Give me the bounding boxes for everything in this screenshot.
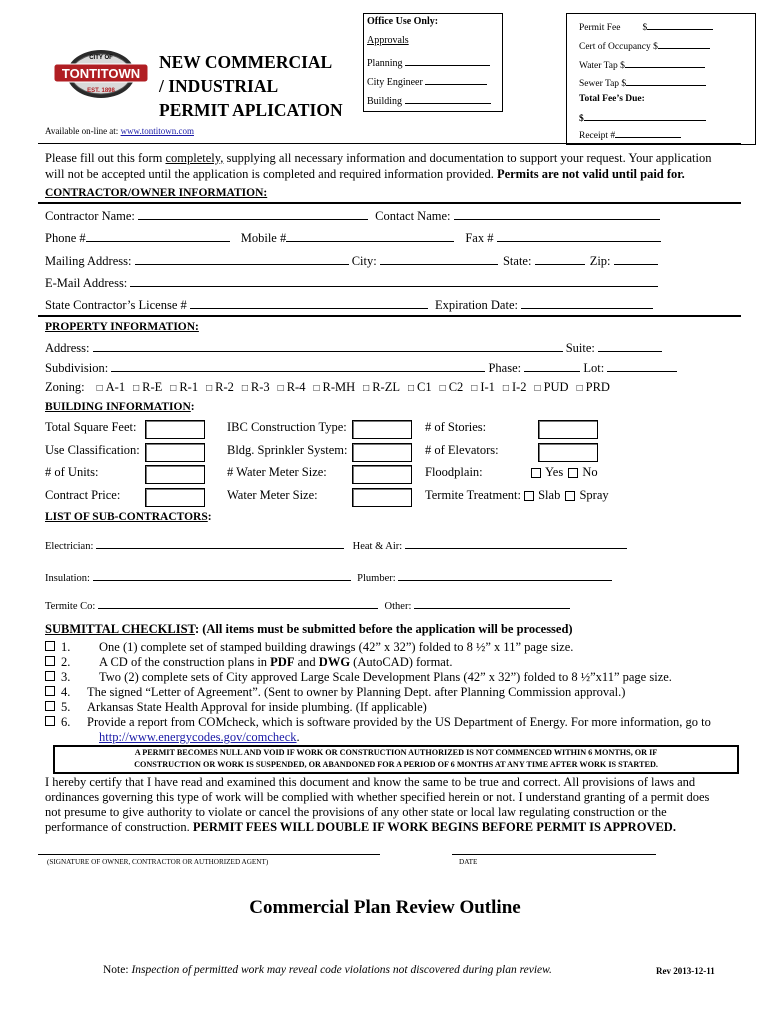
zoning-checkbox-icon[interactable]: □ xyxy=(206,383,213,394)
checklist-5-text: Arkansas State Health Approval for inside plumbing. (If applicable) xyxy=(87,700,427,714)
cert-occupancy-label: Cert of Occupancy $ xyxy=(579,42,658,52)
zoning-option-label: PRD xyxy=(585,380,610,394)
certification-paragraph xyxy=(45,775,725,835)
checklist-1-num: 1. xyxy=(61,640,71,654)
warning-line-2: CONSTRUCTION OR WORK IS SUSPENDED, OR ABANDONED FOR A PERIOD OF 6 MONTHS AT ANY TIME AFTER WORK IS STARTED. xyxy=(134,760,658,769)
office-use-header: Office Use Only: xyxy=(367,16,439,27)
elevators-field[interactable] xyxy=(538,443,598,462)
zoning-checkbox-icon[interactable]: □ xyxy=(502,383,509,394)
total-fees-label: Total Fee’s Due: xyxy=(579,94,645,104)
ibc-field[interactable] xyxy=(352,420,412,439)
zoning-label: Zoning: xyxy=(45,380,85,394)
checklist-6-tail: . xyxy=(296,730,300,744)
license-field[interactable] xyxy=(190,297,428,309)
zoning-checkbox-icon[interactable]: □ xyxy=(471,383,478,394)
checklist-2-text-b: (AutoCAD) format. xyxy=(350,655,453,669)
contact-name-label: Contact Name: xyxy=(375,209,451,223)
checklist-6-num: 6. xyxy=(61,715,71,729)
checklist-2-checkbox-icon[interactable] xyxy=(45,656,55,666)
certify-line-2: ordinances governing this type of work will be complied with whether specified herein or not. I understand granting of a permit does xyxy=(45,790,710,804)
checklist-header-rest: : (All items must be submitted before the application will be processed) xyxy=(194,622,573,636)
zoning-option[interactable] xyxy=(535,380,569,394)
zoning-option-label: R-3 xyxy=(250,380,270,394)
checklist-header xyxy=(45,622,573,637)
fee-box xyxy=(566,13,756,145)
property-section-header: PROPERTY INFORMATION: xyxy=(45,321,199,333)
intro-text-c: will not be accepted until the application is completed and required information provided. xyxy=(45,167,497,181)
checklist-2-dwg: DWG xyxy=(318,655,351,669)
zoning-checkbox-icon[interactable]: □ xyxy=(96,383,103,394)
subdivision-label: Subdivision: xyxy=(45,361,109,375)
use-class-label: Use Classification: xyxy=(45,443,140,457)
sewer-tap-label: Sewer Tap $ xyxy=(579,79,627,89)
checklist-6-text: Provide a report from COMcheck, which is software provided by the US Department of Energy. For more information, go to xyxy=(87,715,711,729)
zoning-option-label: R-ZL xyxy=(372,380,400,394)
zoning-option-label: R-4 xyxy=(286,380,306,394)
footer-note-text: Inspection of permitted work may reveal code violations not discovered during plan review. xyxy=(131,964,552,976)
date-line[interactable] xyxy=(452,854,656,855)
property-divider xyxy=(38,315,741,317)
intro-bold-notice: Permits are not valid until paid for. xyxy=(496,167,685,181)
phase-field[interactable] xyxy=(524,360,580,372)
zoning-option[interactable] xyxy=(577,380,610,394)
logo-top-text: CITY OF xyxy=(89,55,113,61)
insulation-label: Insulation: xyxy=(45,573,90,584)
date-label: DATE xyxy=(459,858,478,866)
address-field[interactable] xyxy=(93,340,563,352)
permit-fee-field[interactable] xyxy=(647,20,713,30)
intro-completely: completely, xyxy=(165,151,224,165)
checklist-5-checkbox-icon[interactable] xyxy=(45,701,55,711)
zoning-checkbox-icon[interactable]: □ xyxy=(576,383,583,394)
zoning-option[interactable] xyxy=(471,380,495,394)
mobile-field[interactable] xyxy=(286,230,454,242)
zoning-option[interactable] xyxy=(242,380,270,394)
zoning-option-label: R-1 xyxy=(179,380,199,394)
termite-spray-checkbox-icon[interactable] xyxy=(565,491,575,501)
zoning-option-label: I-1 xyxy=(480,380,495,394)
contact-name-field[interactable] xyxy=(454,208,660,220)
receipt-field[interactable] xyxy=(615,128,681,138)
zoning-option-label: C2 xyxy=(448,380,464,394)
suite-field[interactable] xyxy=(598,340,662,352)
checklist-5-num: 5. xyxy=(61,700,71,714)
floodplain-no-checkbox-icon[interactable] xyxy=(568,468,578,478)
mailing-address-label: Mailing Address: xyxy=(45,254,132,268)
termite-slab-checkbox-icon[interactable] xyxy=(524,491,534,501)
zoning-checkbox-icon[interactable]: □ xyxy=(241,383,248,394)
checklist-6-checkbox-icon[interactable] xyxy=(45,716,55,726)
zoning-checkbox-icon[interactable]: □ xyxy=(170,383,177,394)
intro-paragraph xyxy=(45,150,745,182)
city-field[interactable] xyxy=(380,253,498,265)
building-approval-label: Building xyxy=(367,96,403,107)
state-field[interactable] xyxy=(535,253,585,265)
expiration-label: Expiration Date: xyxy=(435,298,518,312)
signature-label: (SIGNATURE OF OWNER, CONTRACTOR OR AUTHORIZED AGENT) xyxy=(47,858,269,866)
email-label: E-Mail Address: xyxy=(45,276,128,290)
termite-label: Termite Treatment: xyxy=(425,488,521,502)
city-engineer-field[interactable] xyxy=(425,73,487,85)
building-section-header xyxy=(45,401,195,413)
contract-price-field[interactable] xyxy=(145,488,205,507)
title-line-1: NEW COMMERCIAL xyxy=(159,52,333,72)
subs-section-header xyxy=(45,511,212,523)
floodplain-yes-label: Yes xyxy=(545,465,564,479)
checklist-4-text: The signed “Letter of Agreement”. (Sent to owner by Planning Dept. after Planning Commission approval.) xyxy=(87,685,626,699)
zoning-option[interactable] xyxy=(313,380,355,394)
stories-field[interactable] xyxy=(538,420,598,439)
zoning-checkbox-icon[interactable]: □ xyxy=(277,383,284,394)
floodplain-label: Floodplain: xyxy=(425,465,483,479)
header-divider xyxy=(38,143,741,144)
zoning-option[interactable] xyxy=(170,380,198,394)
zoning-option[interactable] xyxy=(278,380,306,394)
city-engineer-label: City Engineer xyxy=(367,77,423,88)
building-approval-field[interactable] xyxy=(405,92,491,104)
subs-header-text: LIST OF SUB-CONTRACTORS xyxy=(45,511,208,523)
termite-co-field[interactable] xyxy=(98,597,378,609)
fax-label: Fax # xyxy=(465,231,494,245)
units-label: # of Units: xyxy=(45,465,99,479)
zoning-option[interactable] xyxy=(97,380,126,394)
water-meter-num-label: # Water Meter Size: xyxy=(227,465,327,479)
sprinkler-field[interactable] xyxy=(352,443,412,462)
zoning-option[interactable] xyxy=(363,380,400,394)
footer-note xyxy=(103,964,552,976)
contractor-name-label: Contractor Name: xyxy=(45,209,135,223)
zip-field[interactable] xyxy=(614,253,658,265)
zoning-checkbox-icon[interactable]: □ xyxy=(313,383,320,394)
footer-note-prefix: Note: xyxy=(103,964,132,976)
form-title xyxy=(159,50,343,122)
signature-line[interactable] xyxy=(38,854,380,855)
plumber-label: Plumber: xyxy=(357,573,396,584)
zip-label: Zip: xyxy=(589,254,611,268)
zoning-option[interactable] xyxy=(133,380,162,394)
zoning-option[interactable] xyxy=(440,380,464,394)
phone-field[interactable] xyxy=(86,230,230,242)
zoning-option[interactable] xyxy=(503,380,527,394)
email-field[interactable] xyxy=(130,275,658,287)
total-fees-currency: $ xyxy=(579,114,584,124)
phone-label: Phone # xyxy=(45,231,86,245)
units-field[interactable] xyxy=(145,465,205,484)
zoning-checkbox-icon[interactable]: □ xyxy=(133,383,140,394)
certify-line-1: I hereby certify that I have read and examined this document and know the same to be true and correct. All provisions of laws and xyxy=(45,775,696,789)
zoning-option[interactable] xyxy=(408,380,432,394)
contractor-divider xyxy=(38,202,741,204)
zoning-option-label: R-2 xyxy=(215,380,234,394)
water-tap-label: Water Tap $ xyxy=(579,61,625,71)
city-label: City: xyxy=(351,254,377,268)
water-tap-field[interactable] xyxy=(625,58,705,68)
certify-line-4a: performance of construction. xyxy=(45,820,193,834)
expiration-field[interactable] xyxy=(521,297,653,309)
heat-air-field[interactable] xyxy=(405,537,627,549)
zoning-option-label: R-E xyxy=(142,380,163,394)
address-label: Address: xyxy=(45,341,90,355)
state-label: State: xyxy=(502,254,532,268)
checklist-3-text: Two (2) complete sets of City approved Large Scale Development Plans (42” x 32”) folded to 8 ½”x11” page size. xyxy=(99,670,672,684)
water-meter-size-field[interactable] xyxy=(352,488,412,507)
license-label: State Contractor’s License # xyxy=(45,298,187,312)
water-meter-size-label: Water Meter Size: xyxy=(227,488,318,502)
city-logo xyxy=(52,46,150,102)
sq-ft-label: Total Square Feet: xyxy=(45,420,137,434)
termite-slab-label: Slab xyxy=(538,488,561,502)
subdivision-field[interactable] xyxy=(111,360,485,372)
checklist-3-num: 3. xyxy=(61,670,71,684)
certify-fee-warning: PERMIT FEES WILL DOUBLE IF WORK BEGINS BEFORE PERMIT IS APPROVED. xyxy=(192,820,676,834)
planning-field[interactable] xyxy=(405,54,490,66)
total-fees-field[interactable] xyxy=(584,111,706,121)
building-header-colon: : xyxy=(190,401,195,413)
zoning-option-label: R-MH xyxy=(322,380,356,394)
building-header-text: BUILDING INFORMATION xyxy=(45,401,191,413)
permit-fee-currency: $ xyxy=(642,23,648,33)
comcheck-link[interactable]: http://www.energycodes.gov/comcheck xyxy=(99,730,297,744)
warning-line-1: A PERMIT BECOMES NULL AND VOID IF WORK OR CONSTRUCTION AUTHORIZED IS NOT COMMENCED WITHIN 6 MONTHS, OR IF xyxy=(134,748,658,757)
subs-header-colon: : xyxy=(207,511,212,523)
mobile-label: Mobile # xyxy=(240,231,287,245)
zoning-option-label: C1 xyxy=(417,380,432,394)
zoning-option-label: PUD xyxy=(543,380,569,394)
termite-co-label: Termite Co: xyxy=(45,601,96,612)
checklist-1-text: One (1) complete set of stamped building drawings (42” x 32”) folded to 8 ½” x 11” page size. xyxy=(99,640,574,654)
termite-spray-label: Spray xyxy=(579,488,609,502)
use-class-field[interactable] xyxy=(145,443,205,462)
water-meter-num-field[interactable] xyxy=(352,465,412,484)
planning-label: Planning xyxy=(367,58,403,69)
zoning-checkbox-icon[interactable]: □ xyxy=(534,383,541,394)
checklist-3-checkbox-icon[interactable] xyxy=(45,671,55,681)
permit-fee-label: Permit Fee xyxy=(579,23,621,33)
checklist-4-checkbox-icon[interactable] xyxy=(45,686,55,696)
elevators-label: # of Elevators: xyxy=(425,443,499,457)
floodplain-no-label: No xyxy=(582,465,598,479)
mailing-address-field[interactable] xyxy=(135,253,349,265)
outline-title: Commercial Plan Review Outline xyxy=(249,897,521,918)
cert-occupancy-field[interactable] xyxy=(658,39,710,49)
checklist-2-and: and xyxy=(294,655,319,669)
floodplain-yes-checkbox-icon[interactable] xyxy=(531,468,541,478)
fax-field[interactable] xyxy=(497,230,661,242)
website-link[interactable]: www.tontitown.com xyxy=(120,126,194,136)
checklist-2-num: 2. xyxy=(61,655,71,669)
logo-sub: EST. 1898 xyxy=(87,88,115,94)
intro-text-b: supplying all necessary information and documentation to support your request. Your application xyxy=(223,151,712,165)
contractor-section-header: CONTRACTOR/OWNER INFORMATION: xyxy=(45,187,268,199)
zoning-option-label: A-1 xyxy=(105,380,126,394)
null-void-warning xyxy=(53,745,739,774)
stories-label: # of Stories: xyxy=(425,420,487,434)
checklist-4-num: 4. xyxy=(61,685,71,699)
zoning-option[interactable] xyxy=(206,380,234,394)
approvals-label: Approvals xyxy=(367,35,409,46)
online-availability xyxy=(45,126,194,136)
contract-price-label: Contract Price: xyxy=(45,488,121,502)
logo-name: TONTITOWN xyxy=(61,66,141,81)
certify-line-3: not presume to give authority to violate or cancel the provisions of any other state or local law regulating construction or the xyxy=(45,805,667,819)
online-prefix: Available on-line at: xyxy=(45,126,121,136)
electrician-label: Electrician: xyxy=(45,541,94,552)
receipt-label: Receipt # xyxy=(579,131,616,141)
zoning-checkbox-icon[interactable]: □ xyxy=(408,383,415,394)
heat-air-label: Heat & Air: xyxy=(352,541,403,552)
sewer-tap-field[interactable] xyxy=(626,76,706,86)
suite-label: Suite: xyxy=(565,341,595,355)
lot-label: Lot: xyxy=(583,361,605,375)
zoning-checkbox-icon[interactable]: □ xyxy=(439,383,446,394)
intro-text-a: Please fill out this form xyxy=(45,151,166,165)
sprinkler-label: Bldg. Sprinkler System: xyxy=(227,443,348,457)
title-line-3: PERMIT APLICATION xyxy=(159,100,343,120)
contractor-name-field[interactable] xyxy=(138,208,368,220)
insulation-field[interactable] xyxy=(93,569,351,581)
lot-field[interactable] xyxy=(607,360,677,372)
revision-label: Rev 2013-12-11 xyxy=(656,966,715,976)
checklist-1-checkbox-icon[interactable] xyxy=(45,641,55,651)
plumber-field[interactable] xyxy=(398,569,612,581)
checklist-2-pdf: PDF xyxy=(270,655,295,669)
electrician-field[interactable] xyxy=(96,537,344,549)
office-use-box xyxy=(363,13,503,112)
sq-ft-field[interactable] xyxy=(145,420,205,439)
checklist-header-text: SUBMITTAL CHECKLIST xyxy=(45,622,195,636)
zoning-checkbox-icon[interactable]: □ xyxy=(363,383,370,394)
title-line-2: / INDUSTRIAL xyxy=(159,76,279,96)
other-label: Other: xyxy=(384,601,412,612)
zoning-option-label: I-2 xyxy=(511,380,527,394)
phase-label: Phase: xyxy=(488,361,522,375)
checklist-2-text-a: A CD of the construction plans in xyxy=(99,655,271,669)
other-field[interactable] xyxy=(414,597,570,609)
ibc-label: IBC Construction Type: xyxy=(227,420,347,434)
zoning-row xyxy=(45,380,610,395)
